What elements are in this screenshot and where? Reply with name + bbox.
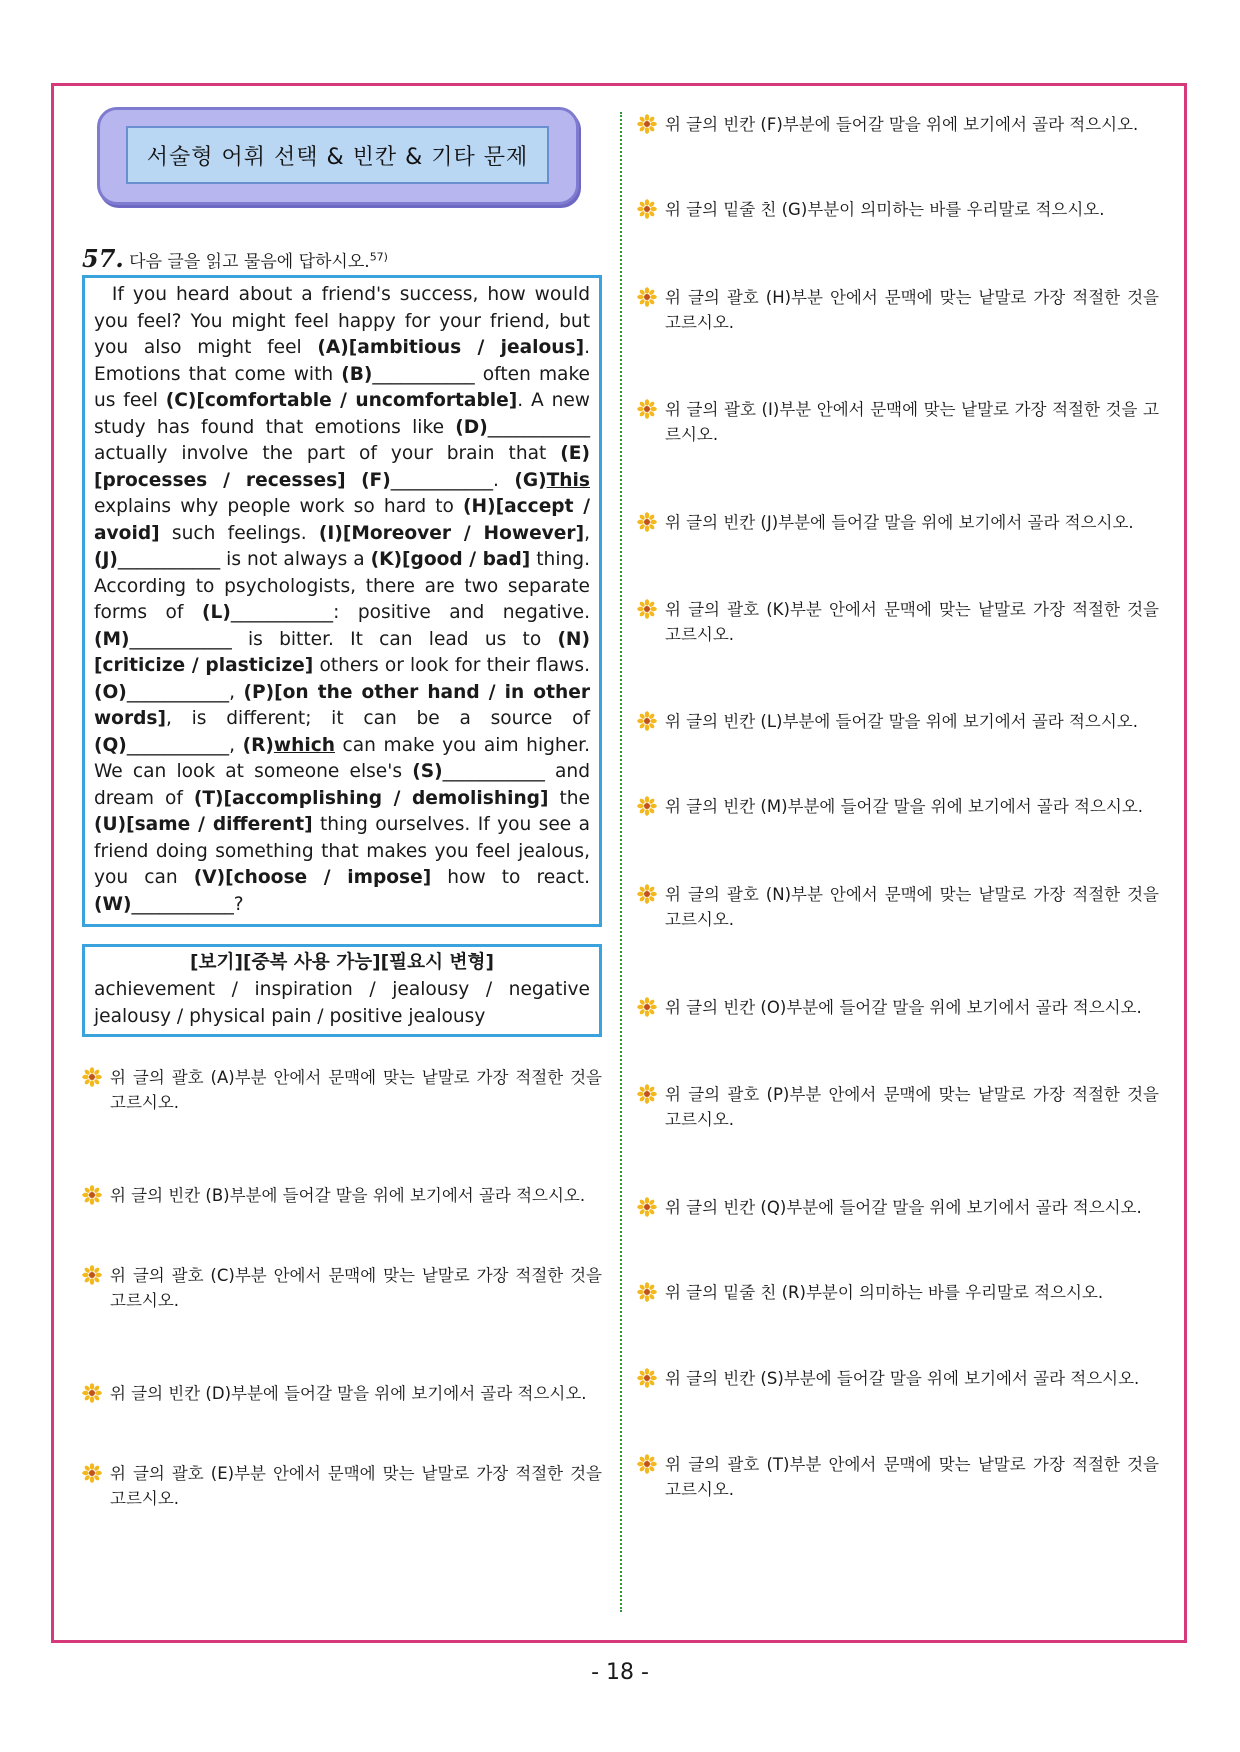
passage-text: the bbox=[548, 787, 590, 809]
passage-marker: (K)[good / bad] bbox=[370, 549, 531, 570]
question-item bbox=[637, 794, 1159, 819]
question-text: 위 글의 밑줄 친 (R)부분이 의미하는 바를 우리말로 적으시오. bbox=[665, 1283, 1104, 1302]
question-item bbox=[637, 1082, 1159, 1132]
flower-bullet-icon bbox=[637, 114, 657, 134]
passage-text: thing ourselves. If you see a friend doing something that makes you feel jealous, you can bbox=[94, 814, 590, 888]
passage-text: . A new study has found that emotions like bbox=[94, 390, 590, 438]
passage-marker: (H)[accept / avoid] bbox=[94, 496, 590, 544]
question-text: 위 글의 괄호 (C)부분 안에서 문맥에 맞는 낱말로 가장 적절한 것을 고르시오. bbox=[110, 1266, 602, 1310]
flower-bullet-icon bbox=[637, 287, 657, 307]
section-title: 서술형 어휘 선택 & 빈칸 & 기타 문제 bbox=[126, 126, 549, 184]
passage-text: ___________ is not always a bbox=[117, 549, 371, 570]
flower-bullet-icon bbox=[637, 512, 657, 532]
question-item bbox=[82, 1263, 602, 1313]
question-text: 위 글의 빈칸 (M)부분에 들어갈 말을 위에 보기에서 골라 적으시오. bbox=[665, 797, 1144, 816]
question-item bbox=[637, 285, 1159, 335]
passage-marker: (W) bbox=[94, 893, 132, 915]
passage-text: ___________ and dream of bbox=[94, 761, 590, 809]
question-text: 위 글의 빈칸 (S)부분에 들어갈 말을 위에 보기에서 골라 적으시오. bbox=[665, 1369, 1140, 1388]
question-number: 57. bbox=[82, 244, 124, 273]
question-text: 위 글의 빈칸 (O)부분에 들어갈 말을 위에 보기에서 골라 적으시오. bbox=[665, 998, 1142, 1017]
passage-marker: (N)[criticize / plasticize] bbox=[94, 628, 590, 676]
passage-text: such feelings. bbox=[159, 522, 319, 544]
passage-marker: (P)[on the other hand / in other words] bbox=[94, 681, 590, 729]
passage-marker: (D) bbox=[455, 416, 488, 438]
flower-bullet-icon bbox=[637, 884, 657, 904]
passage-text: ___________: positive and negative. bbox=[230, 602, 590, 623]
passage-text: how to react. bbox=[431, 867, 590, 888]
question-item bbox=[637, 995, 1159, 1020]
flower-bullet-icon bbox=[637, 199, 657, 219]
flower-bullet-icon bbox=[637, 1084, 657, 1104]
flower-bullet-icon bbox=[637, 1282, 657, 1302]
question-item bbox=[637, 1366, 1159, 1391]
passage-marker: (R) bbox=[242, 734, 274, 756]
flower-bullet-icon bbox=[637, 399, 657, 419]
question-text: 위 글의 빈칸 (B)부분에 들어갈 말을 위에 보기에서 골라 적으시오. bbox=[110, 1186, 586, 1205]
passage-text bbox=[346, 470, 361, 491]
flower-bullet-icon bbox=[637, 997, 657, 1017]
word-bank-items: achievement / inspiration / jealousy / negative jealousy / physical pain / positive jealousy bbox=[94, 979, 590, 1027]
question-text: 위 글의 밑줄 친 (G)부분이 의미하는 바를 우리말로 적으시오. bbox=[665, 200, 1105, 219]
question-item bbox=[82, 1461, 602, 1511]
question-header bbox=[82, 244, 388, 273]
passage-text: ___________, bbox=[126, 734, 243, 756]
question-item bbox=[82, 1183, 602, 1208]
passage-text: ___________, bbox=[126, 681, 244, 703]
question-text: 위 글의 괄호 (P)부분 안에서 문맥에 맞는 낱말로 가장 적절한 것을 고르시오. bbox=[665, 1085, 1159, 1129]
passage-marker: (L) bbox=[201, 602, 231, 623]
question-item bbox=[637, 112, 1159, 137]
passage-marker: (B) bbox=[341, 363, 373, 385]
passage-marker: which bbox=[273, 734, 335, 756]
passage-marker: (F) bbox=[361, 469, 391, 491]
flower-bullet-icon bbox=[637, 1454, 657, 1474]
passage-marker: (E)[processes / recesses] bbox=[94, 443, 590, 491]
question-item bbox=[637, 597, 1159, 647]
question-text: 위 글의 괄호 (T)부분 안에서 문맥에 맞는 낱말로 가장 적절한 것을 고르시오. bbox=[665, 1455, 1159, 1499]
word-bank-header: [보기][중복 사용 가능][필요시 변형] bbox=[190, 952, 494, 973]
section-title-box bbox=[97, 107, 579, 205]
passage-marker: (Q) bbox=[94, 734, 127, 756]
flower-bullet-icon bbox=[82, 1265, 102, 1285]
page-number: - 18 - bbox=[591, 1660, 649, 1685]
passage-text: ___________ actually involve the part of your brain that bbox=[94, 416, 590, 464]
passage-text: ___________? bbox=[131, 893, 244, 915]
passage-marker: (T)[accomplishing / demolishing] bbox=[193, 787, 549, 809]
question-text: 위 글의 빈칸 (D)부분에 들어갈 말을 위에 보기에서 골라 적으시오. bbox=[110, 1384, 587, 1403]
question-item bbox=[637, 197, 1159, 222]
flower-bullet-icon bbox=[82, 1067, 102, 1087]
question-text: 위 글의 괄호 (H)부분 안에서 문맥에 맞는 낱말로 가장 적절한 것을 고르시오. bbox=[665, 288, 1159, 332]
question-item bbox=[637, 1195, 1159, 1220]
passage-text: . Emotions that come with bbox=[94, 337, 590, 385]
question-text: 위 글의 괄호 (A)부분 안에서 문맥에 맞는 낱말로 가장 적절한 것을 고르시오. bbox=[110, 1068, 602, 1112]
flower-bullet-icon bbox=[82, 1383, 102, 1403]
passage-text: If you heard about a friend's success, how would you feel? You might feel happy for your friend, but you also might feel bbox=[94, 284, 590, 358]
footnote-marker: 57) bbox=[369, 250, 388, 264]
question-text: 위 글의 빈칸 (L)부분에 들어갈 말을 위에 보기에서 골라 적으시오. bbox=[665, 712, 1138, 731]
passage-marker: (U)[same / different] bbox=[94, 814, 313, 835]
question-text: 위 글의 괄호 (K)부분 안에서 문맥에 맞는 낱말로 가장 적절한 것을 고르시오. bbox=[665, 600, 1159, 644]
passage-text: , bbox=[584, 522, 591, 544]
question-text: 위 글의 빈칸 (J)부분에 들어갈 말을 위에 보기에서 골라 적으시오. bbox=[665, 513, 1134, 532]
question-item bbox=[82, 1065, 602, 1115]
question-item bbox=[637, 510, 1159, 535]
question-item bbox=[637, 709, 1159, 734]
question-instruction: 다음 글을 읽고 물음에 답하시오. bbox=[129, 252, 370, 272]
question-text: 위 글의 빈칸 (Q)부분에 들어갈 말을 위에 보기에서 골라 적으시오. bbox=[665, 1198, 1142, 1217]
question-text: 위 글의 괄호 (N)부분 안에서 문맥에 맞는 낱말로 가장 적절한 것을 고르시오. bbox=[665, 885, 1159, 929]
passage-text: can make you aim higher. We can look at someone else's bbox=[94, 734, 590, 782]
passage-text: , is different; it can be a source of bbox=[166, 708, 590, 729]
passage-marker: (M) bbox=[94, 628, 130, 650]
passage-text: ___________. bbox=[390, 469, 515, 491]
passage-marker: (S) bbox=[412, 761, 443, 782]
flower-bullet-icon bbox=[637, 1197, 657, 1217]
passage-text: thing. According to psychologists, there are two separate forms of bbox=[94, 549, 591, 623]
question-text: 위 글의 빈칸 (F)부분에 들어갈 말을 위에 보기에서 골라 적으시오. bbox=[665, 115, 1139, 134]
passage-text: ___________ often make us feel bbox=[94, 363, 590, 411]
question-item bbox=[82, 1381, 602, 1406]
passage-marker: (A)[ambitious / jealous] bbox=[317, 337, 585, 358]
passage-marker: (V)[choose / impose] bbox=[193, 867, 432, 888]
flower-bullet-icon bbox=[637, 599, 657, 619]
word-bank-box bbox=[82, 944, 602, 1037]
reading-passage bbox=[82, 275, 602, 927]
question-item bbox=[637, 882, 1159, 932]
flower-bullet-icon bbox=[637, 711, 657, 731]
passage-marker: (C)[comfortable / uncomfortable] bbox=[165, 390, 518, 411]
passage-text: ___________ is bitter. It can lead us to bbox=[129, 628, 558, 650]
question-text: 위 글의 괄호 (E)부분 안에서 문맥에 맞는 낱말로 가장 적절한 것을 고르시오. bbox=[110, 1464, 602, 1508]
column-divider bbox=[620, 112, 622, 1612]
question-text: 위 글의 괄호 (I)부분 안에서 문맥에 맞는 낱말로 가장 적절한 것을 고르시오. bbox=[665, 400, 1159, 444]
passage-marker: This bbox=[546, 469, 590, 491]
passage-marker: (I)[Moreover / However] bbox=[318, 522, 585, 544]
question-item bbox=[637, 397, 1159, 447]
passage-text: explains why people work so hard to bbox=[94, 496, 464, 517]
flower-bullet-icon bbox=[637, 796, 657, 816]
flower-bullet-icon bbox=[82, 1185, 102, 1205]
passage-marker: (J) bbox=[94, 549, 118, 570]
question-item bbox=[637, 1452, 1159, 1502]
passage-marker: (G) bbox=[514, 469, 547, 491]
passage-text: others or look for their flaws. bbox=[313, 655, 590, 676]
flower-bullet-icon bbox=[82, 1463, 102, 1483]
question-item bbox=[637, 1280, 1159, 1305]
flower-bullet-icon bbox=[637, 1368, 657, 1388]
passage-marker: (O) bbox=[94, 681, 127, 703]
